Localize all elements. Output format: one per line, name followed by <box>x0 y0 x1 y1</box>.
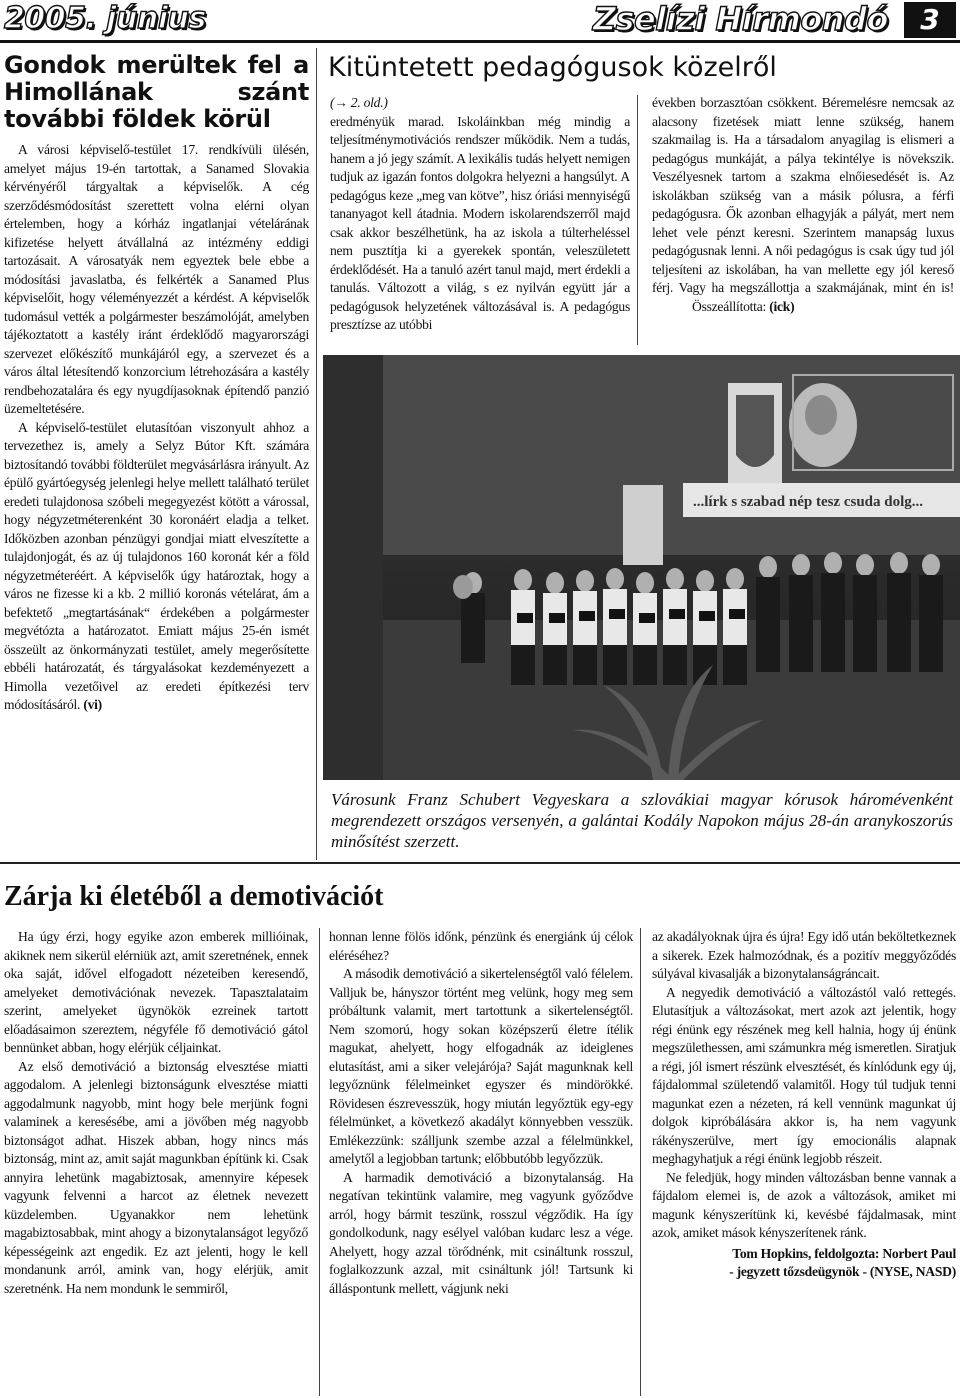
choir-photo <box>323 355 960 780</box>
choir-photo-illustration <box>323 355 960 780</box>
column-divider <box>316 48 317 860</box>
page-number: 3 <box>904 2 956 38</box>
article-land-issues <box>4 52 309 715</box>
article-demotivation-col2 <box>329 928 633 1298</box>
article-body <box>4 141 309 715</box>
article-teachers-col2 <box>652 94 954 316</box>
compiler-signature: (ick) <box>769 298 795 314</box>
banner-text: ...lírk s szabad nép tesz csuda dolg... <box>693 494 924 510</box>
article-title: Gondok merültek fel a Himollának szánt további földek körül <box>4 51 309 133</box>
author-line: Tom Hopkins, feldolgozta: Norbert Paul <box>732 1245 956 1261</box>
paragraph <box>652 94 954 316</box>
compiled-by: Összeállította: <box>692 298 767 314</box>
article-demotivation-col3 <box>652 928 956 1282</box>
signature: (vi) <box>83 697 102 712</box>
header-rule <box>0 40 960 43</box>
article-demotivation-col1 <box>4 928 308 1298</box>
paragraph: A második demotiváció a sikertelenségtől való félelem. Valljuk be, hányszor történt meg velünk, hogy meg sem próbáltunk valamit, mert tartottunk a sikertelenségtől. Nem szomorú, hogy sokan középszerű életre ítélik magukat, ahelyett, hogy elfogadnák az ideiglenes elutasítást, ami a siker velejárója? Saját magunknak kell legyőznünk félelmeinket egyszer és mindörökké. Rövidesen észrevesszük, hogy miután legyőztük egy-egy félelmünket, a következő akadályt könnyebben vesszük. Emlékezzünk: szálljunk szembe azzal a félelmünkkel, amelytől a legjobban tartunk; előbbutóbb legyőzzük. <box>329 966 633 1166</box>
section-divider <box>0 862 960 864</box>
paragraph-text: A képviselő-testület elutasítóan viszonyult ahhoz a tervezethez is, amely a Selyz Bútor Kft. számára biztosítandó további földterület megvásárlásra irányult. Az épülő gyártóegység jelenlegi helye mellett található terület eredeti tulajdonosa szóbeli megegyezést kötött a várossal, hogy négyzetméterenként 30 koronáért eladja a telket. Időközben azonban pénzügyi gondjai miatt elveszítette a tulajdonjogát, és az új tulajdonos 160 koronát kér a föld négyzetméteréért. A képviselők úgy határoztak, hogy a város ne fizesse ki a kb. 2 millió koronás vételárat, ám a befektető „megtartásának“ érdekében a polgármester megvétózta a határozatot. Emiatt május 25-én ismét összeült az önkormányzati testület, amely megerősítette ebbéli határozatát, és tárgyalásokat kezdeményezett a Himolla vezetőivel az eredeti építkezési terv módosításáról. <box>4 419 309 712</box>
continued-marker: (→ 2. old.) <box>330 95 388 110</box>
column-divider <box>637 95 638 345</box>
paragraph: A harmadik demotiváció a bizonytalanság. Ha negatívan tekintünk valamire, meg vagyunk győződve arról, hogy bármit teszünk, rosszul végződik. Ha így gondolkodunk, nagy esélyel valóban kudarc lesz a vége. Ahelyett, hogy azzal törődnénk, mit csináltunk rosszul, foglalkozzunk azzal, mit csináltunk jól! Tartsunk ki álláspontunk mellett, vágjunk neki <box>329 1169 633 1296</box>
paragraph: honnan lenne fölös időnk, pénzünk és energiánk új célok eléréséhez? <box>329 929 633 963</box>
photo-caption: Városunk Franz Schubert Vegyeskara a szlovákiai magyar kórusok háromévenként megrendezett országos versenyén, a galántai Kodály Napokon május 28-án aranykoszorús minősítést szerzett. <box>331 790 953 851</box>
paragraph: A negyedik demotiváció a változástól való rettegés. Elutasítjuk a változásokat, mert azok azt jelentik, hogy régi énünk egy részének meg kell halnia, hogy új énünk megszülethessen, ami számunkra még ismeretlen. Siratjuk a régi, jól ismert részünk elvesztését, és kínlódunk egy új, fájdalommal születendő valamitől. Hogy túl tudjuk tenni magunkat ezen a nézeten, rá kell vennünk magunkat új dolgok kipróbálására akkor is, ha nem vagyunk rákényszerülve, mert így emocionális alapnak meghagyhatjuk a régi énünk legjobb részeit. <box>652 984 956 1166</box>
paragraph: Az első demotiváció a biztonság elvesztése miatti aggodalom. A jelenlegi biztonságunk elvesztése miatti aggodalmunk nagyobb, mint hogy bele merjünk fogni valaminek a keresésébe, ami a jövőben még nagyobb biztonságot adhat. Hiszek abban, hogy nincs más biztonság, mint az, amit saját magunkban építünk ki. Csak annyira lehetünk magabiztosak, amennyire képesek vagyunk felvenni a harcot az életnek nevezett küzdelemben. Ugyanakkor nem lehetünk magabiztosabbak, mint ahogy a bizonytalanságot legyőző képességeink azt engedik. Ez azt jelenti, hogy le kell mondanunk arról, amink van, hogy elérjük, amit szeretnénk. Ha nem mondunk le semmiről, <box>4 1058 308 1296</box>
paragraph: Ne feledjük, hogy minden változásban benne vannak a fájdalom elemei is, de azok a változások, amiket mi magunk kényszerítünk ki, kevésbé fájdalmasak, mint azok, amiket mások kényszerítenek ránk. <box>652 1169 956 1240</box>
paragraph: A városi képviselő-testület 17. rendkívüli ülésén, amelyet május 19-én tartottak, a Sanamed Slovakia kérvényéről tárgyaltak a képviselők. A cég szerződésmódosítást szerettett volna elérni olyan értelemben, hogy a kórház ingatlanjai vételárának kifizetése helyett átvállalná az intézmény eddigi tartozásait. A városatyák nem egyeztek bele ebbe a módosítási javaslatba, és felkérték a Sanamed Plus képviselőit, hogy véleményezzét a kérdést. A képviselők tudomásul vették a polgármester beszámolóját, amelyben tájékoztatott a kastély iránt érdeklődő magyarországi szervezet előkészítő munkájáról egy, a szervezet és a város által létesítendő konzorcium létrehozására a kastély rendbehozatalára és egy nyugdíjasoknak építendő panzió üzemeltetésére. <box>4 142 309 416</box>
article-title: Kitüntetett pedagógusok közelről <box>328 52 777 83</box>
column-divider <box>319 928 320 1396</box>
paragraph: az akadályoknak újra és újra! Egy idő után beköltetkeznek a sikerek. Ezek halmozódnak, és a pozitív meggyőződés súlyával kivasalják a bizonytalanságráncait. <box>652 929 956 981</box>
article-title: Zárja ki életéből a demotivációt <box>4 881 384 912</box>
author-credentials: - jegyzett tőzsdeügynök - (NYSE, NASD) <box>729 1264 956 1279</box>
article-teachers-col1 <box>330 94 630 335</box>
paragraph-text: években borzasztóan csökkent. Béremelésre nemcsak az alacsony fizetések miatt lenne szükség, hanem szakmailag is. Ha a társadalom anyagilag is elismeri a pedagógus munkáját, a pálya tekintélye is növekszik. Veszélyesnek tartom a szakma elnőiesedését is. Az iskolákban szükség van a másik pólusra, a férfi pedagógusra. Ők azonban elhagyják a pályát, mert nem lehet vele pénzt keresni. Szerintem manapság luxus pedagógusnak lenni. A női pedagógus is csak úgy tud jól teljesíteni az iskolában, ha van mellette egy jól kereső férj. Vagy ha megszállottja a szakmájának, mint én is! <box>652 95 954 295</box>
issue-date: 2005. június <box>4 1 206 36</box>
paragraph: Ha úgy érzi, hogy egyike azon emberek millióinak, akiknek nem sikerül elérniük azt, amit szeretnének, ennek oka saját, idővel elfogadott nézeteiben keresendő, amelyeket demotivációnak nevezek. Tapasztalataim szerint, amelyeket ügynökök ezreinek tartott előadásaimon szereztem, négyféle fő demotiváció gátol bennünket abban, hogy elérjük céljainkat. <box>4 929 308 1055</box>
newspaper-title: Zselízi Hírmondó <box>592 0 888 38</box>
paragraph <box>4 419 309 715</box>
column-divider <box>640 928 641 1396</box>
paragraph: eredményük marad. Iskoláinkban még mindig a teljesítménymotivációs rendszer működik. Nem a tudás, hanem a jó jegy számít. A lexikális tudás helyett nemigen tudjuk az igazán fontos dolgokra helyezni a hangsúlyt. A pedagógus keze „meg van kötve”, hisz óriási mennyiségű tananyagot kell átadnia. Modern iskolarendszerről majd csak akkor beszélhetünk, ha az iskola a túlterheléssel nem pusztítja ki a gyerekek spontán, veleszületett érdeklődését. Ha a tanuló azért tanul majd, mert érdekli a tanulás. Változott a világ, s ez nyilván együtt jár a pedagógusok helyzetének változásával is. A pedagógus presztízse az utóbbi <box>330 113 630 332</box>
page-header <box>0 0 960 44</box>
